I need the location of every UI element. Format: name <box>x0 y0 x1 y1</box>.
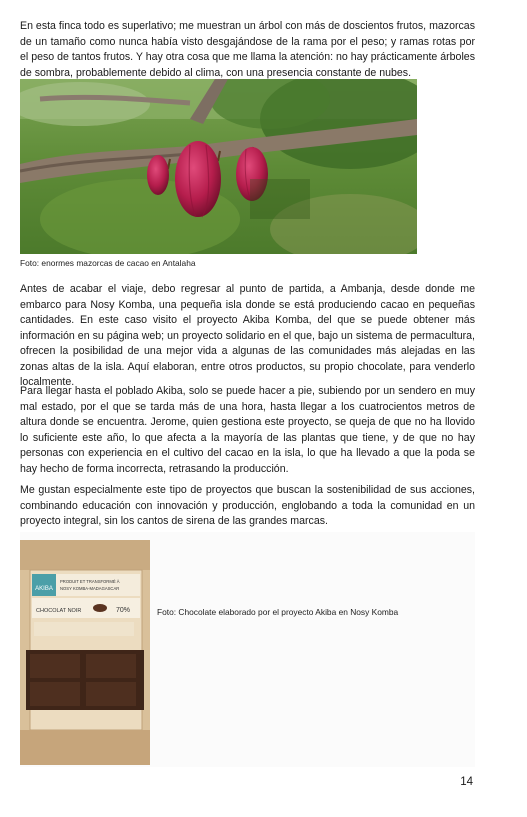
page-number: 14 <box>460 776 473 788</box>
paragraph-3: Para llegar hasta el poblado Akiba, solo se puede hacer a pie, subiendo por un sendero en muy mal estado, por el que se tarda más de una hora, hasta llegar a los cuatrocientos metros de altura donde se encuentra. Jerome, quien gestiona este proyecto, se queja de que no ha llovido lo suficiente este año, lo que afecta a la mayoría de las plantas que tiene, y de que no hay personas con experiencia en el cultivo del cacao en la isla, lo que ha llevado a que la poda se hay hecho de forma incorrecta, retrasando la producción. <box>20 385 475 475</box>
paragraph-4: Me gustan especialmente este tipo de proyectos que buscan la sostenibilidad de sus acciones, combinando educación con innovación y producción, englobando a toda la comunidad en un proyecto integral, sin los cantos de sirena de las grandes marcas. <box>20 484 475 527</box>
paragraph-2: Antes de acabar el viaje, debo regresar al punto de partida, a Ambanja, desde donde me embarco para Nosy Komba, una pequeña isla donde se está produciendo cacao en pequeñas cantidades. En este caso visito el proyecto Akiba Komba, del que se puede obtener más información en su página web; un proyecto solidario en el que, bajo un sistema de permacultura, ofrecen la posibilidad de una mejor vida a algunas de las comunidades más alejadas en las zonas altas de la isla. Aquí elaboran, entre otros productos, su propio chocolate, para venderlo localmente. <box>20 283 475 388</box>
paragraph-1: En esta finca todo es superlativo; me muestran un árbol con más de doscientos frutos, mazorcas de un tamaño como nunca había visto desgajándose de la rama por el peso; y ramas rotas por el peso de tantos frutos. Y hay otra cosa que me llama la atención: no hay prácticamente árboles de sombra, probablemente debido al clima, con una presencia constante de nubes. <box>20 20 475 79</box>
photo-caption-cacao: Foto: enormes mazorcas de cacao en Antalaha <box>20 258 196 268</box>
photo-caption-chocolate: Foto: Chocolate elaborado por el proyecto Akiba en Nosy Komba <box>157 607 399 617</box>
chocolate-bar-photo <box>20 540 150 765</box>
cacao-pods-photo <box>20 79 417 254</box>
label-percent: 70% <box>116 607 131 614</box>
brand-logo-text: AKIBA <box>35 586 53 592</box>
label-line-2: NOSY KOMBA-MADAGASCAR <box>60 586 120 591</box>
label-product: CHOCOLAT NOIR <box>36 608 82 614</box>
label-line-1: PRODUIT ET TRANSFORMÉ À <box>60 579 120 584</box>
